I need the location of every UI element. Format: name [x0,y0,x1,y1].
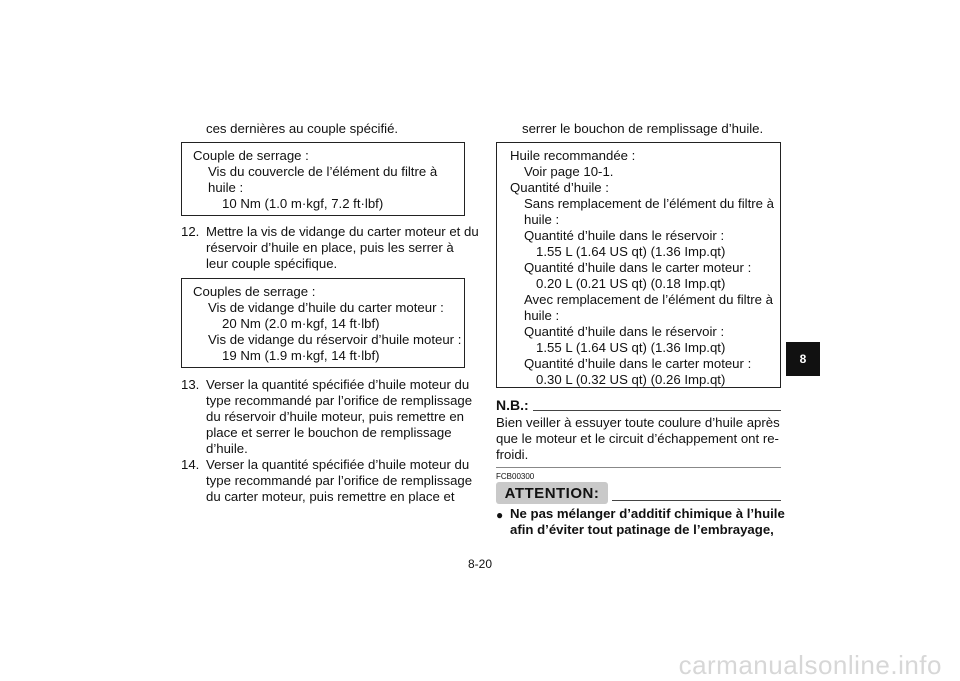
step-number: 13. [181,377,200,392]
oil-box-line: Huile recommandée : [510,148,636,163]
oil-box-line: 1.55 L (1.64 US qt) (1.36 Imp.qt) [536,244,726,259]
right-intro: serrer le bouchon de remplissage d’huile. [522,121,764,136]
box2-line: Vis de vidange d’huile du carter moteur : [208,300,444,315]
attention-badge: ATTENTION: [496,482,608,504]
step13-line: Verser la quantité spécifiée d’huile moteur du [206,377,470,392]
step13-line: d’huile. [206,441,248,456]
box1-line: huile : [208,180,244,195]
oil-box-line: Quantité d’huile dans le réservoir : [524,324,725,339]
watermark: carmanualsonline.info [678,650,942,680]
oil-box-line: Sans remplacement de l’élément du filtre à [524,196,774,211]
step13-line: type recommandé par l’orifice de remplissage [206,393,473,408]
box1-line: Couple de serrage : [193,148,309,163]
box1-line: 10 Nm (1.0 m·kgf, 7.2 ft·lbf) [222,196,384,211]
nb-line: Bien veiller à essuyer toute coulure d’huile après [496,415,780,430]
oil-box-line: 0.20 L (0.21 US qt) (0.18 Imp.qt) [536,276,726,291]
nb-line: froidi. [496,447,529,462]
box2-line: Couples de serrage : [193,284,316,299]
oil-box-line: 1.55 L (1.64 US qt) (1.36 Imp.qt) [536,340,726,355]
page-number: 8-20 [468,557,493,571]
nb-rule [533,410,781,411]
box2-line: 20 Nm (2.0 m·kgf, 14 ft·lbf) [222,316,380,331]
step12-line: réservoir d’huile en place, puis les serrer à [206,240,454,255]
box1-line: Vis du couvercle de l’élément du filtre à [208,164,438,179]
step14-line: du carter moteur, puis remettre en place et [206,489,455,504]
step14-line: type recommandé par l’orifice de remplissage [206,473,473,488]
oil-box-line: huile : [524,308,560,323]
left-intro: ces dernières au couple spécifié. [206,121,399,136]
bullet-icon: ● [496,508,504,522]
warning-code: FCB00300 [496,472,535,481]
oil-box-line: Voir page 10-1. [524,164,614,179]
nb-label: N.B.: [496,397,529,413]
box2-line: Vis de vidange du réservoir d’huile moteur : [208,332,462,347]
oil-box-line: Quantité d’huile : [510,180,609,195]
oil-box-line: Quantité d’huile dans le réservoir : [524,228,725,243]
oil-box-line: Quantité d’huile dans le carter moteur : [524,356,752,371]
step13-line: place et serrer le bouchon de remplissage [206,425,452,440]
box2-line: 19 Nm (1.9 m·kgf, 14 ft·lbf) [222,348,380,363]
nb-line: que le moteur et le circuit d’échappement ont re- [496,431,779,446]
oil-box-line: huile : [524,212,560,227]
oil-box-line: 0.30 L (0.32 US qt) (0.26 Imp.qt) [536,372,726,387]
step12-line: Mettre la vis de vidange du carter moteur et du [206,224,479,239]
warning-line: Ne pas mélanger d’additif chimique à l’huile [510,506,785,521]
oil-box-line: Avec remplacement de l’élément du filtre à [524,292,773,307]
step-number: 12. [181,224,200,239]
nb-end-rule [496,467,781,468]
oil-box-line: Quantité d’huile dans le carter moteur : [524,260,752,275]
step12-line: leur couple spécifique. [206,256,338,271]
step13-line: du réservoir d’huile moteur, puis remettre en [206,409,465,424]
step14-line: Verser la quantité spécifiée d’huile moteur du [206,457,470,472]
chapter-tab: 8 [786,342,820,376]
attention-rule [612,500,781,501]
warning-line: afin d’éviter tout patinage de l’embrayage, [510,522,774,537]
step-number: 14. [181,457,200,472]
